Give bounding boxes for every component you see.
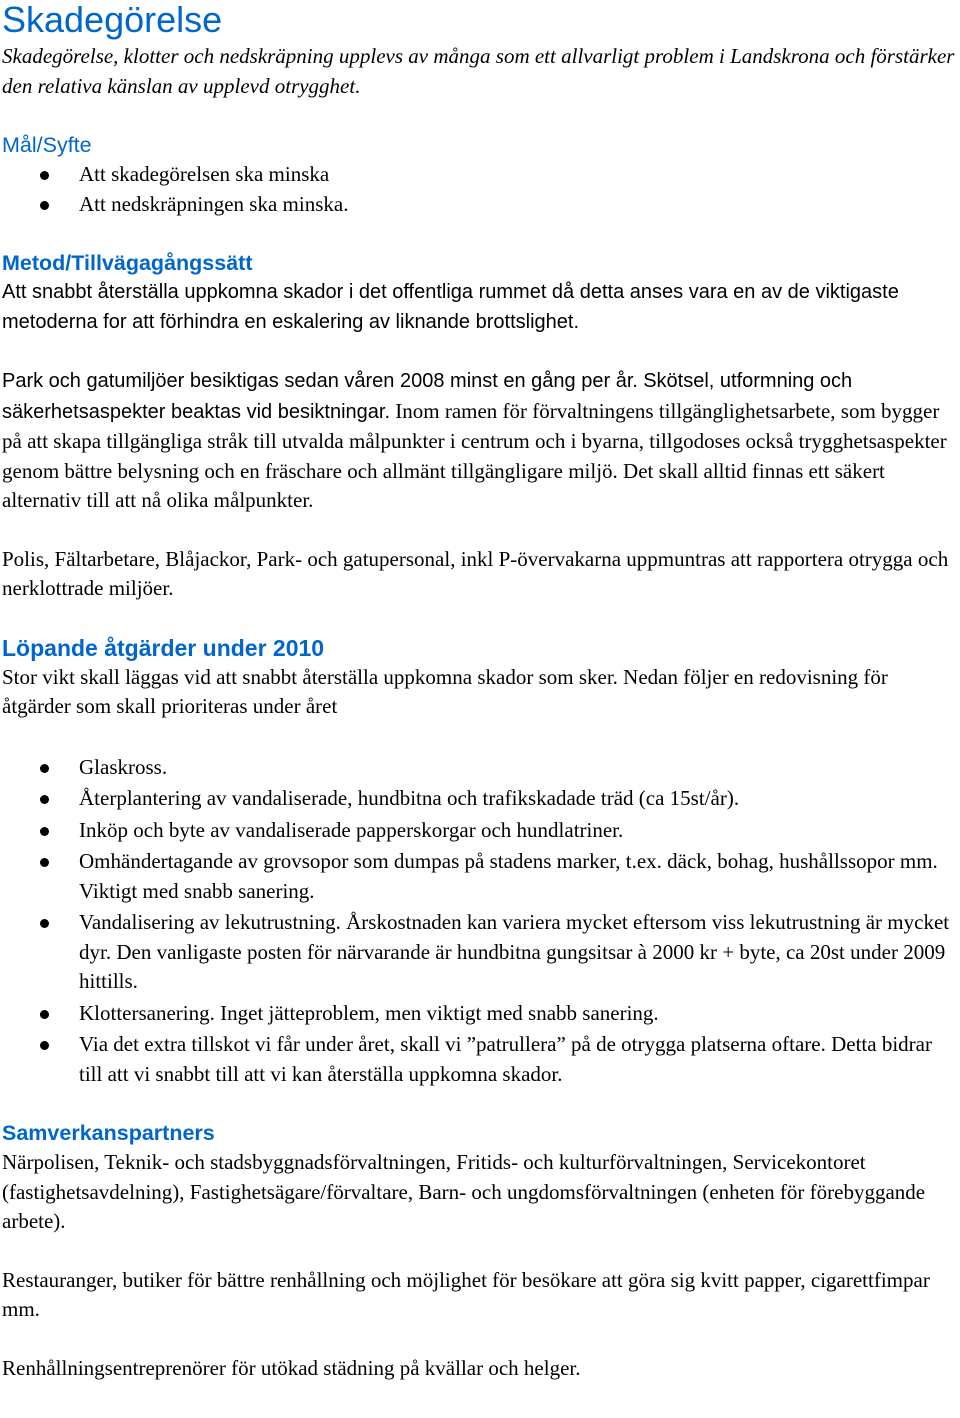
samverkan-paragraph-2: Restauranger, butiker för bättre renhållning och möjlighet för besökare att göra sig kvitt papper, cigarettfimpar mm. [2, 1267, 930, 1321]
lopande-list [2, 753, 958, 1090]
bullet-icon [40, 171, 49, 180]
bullet-icon [40, 795, 49, 804]
list-item: Att skadegörelsen ska minska [2, 160, 958, 190]
metod-paragraph-1: Att snabbt återställa uppkomna skador i det offentliga rummet då detta anses vara en av de viktigaste metoderna for att förhindra en eskalering av liknande brottslighet. [2, 281, 899, 333]
list-item: Via det extra tillskot vi får under året, skall vi ”patrullera” på de otrygga platserna oftare. Detta bidrar till att vi snabbt till att vi kan återställa uppkomna skador. [2, 1030, 958, 1089]
bullet-icon [40, 858, 49, 867]
list-item: Att nedskräpningen ska minska. [2, 190, 958, 220]
metod-paragraph-3: Polis, Fältarbetare, Blåjackor, Park- och gatupersonal, inkl P-övervakarna uppmuntras att rapportera otrygga och nerklottrade miljöer. [2, 546, 949, 600]
document-page [2, 0, 958, 1383]
list-item: Omhändertagande av grovsopor som dumpas på stadens marker, t.ex. däck, bohag, hushållssopor mm. Viktigt med snabb sanering. [2, 847, 958, 906]
section-heading-lopande: Löpande åtgärder under 2010 [2, 634, 325, 661]
intro-paragraph: Skadegörelse, klotter och nedskräpning upplevs av många som ett allvarligt problem i Landskrona och förstärker den relativa känslan av upplevd otrygghet. [2, 44, 955, 98]
bullet-icon [40, 1010, 49, 1019]
list-item: Glaskross. [2, 753, 958, 783]
bullet-icon [40, 764, 49, 773]
section-heading-samverkan: Samverkanspartners [2, 1121, 215, 1145]
samverkan-paragraph-1: Närpolisen, Teknik- och stadsbyggnadsförvaltningen, Fritids- och kulturförvaltningen, Servicekontoret (fastighetsavdelning), Fastighetsägare/förvaltare, Barn- och ungdomsförvaltningen (enheten för förebyggande arbete). [2, 1150, 926, 1233]
section-heading-metod: Metod/Tillvägagångssätt [2, 251, 253, 275]
bullet-icon [40, 201, 49, 210]
metod-paragraph-2: Park och gatumiljöer besiktigas sedan våren 2008 minst en gång per år. Skötsel, utformning och säkerhetsaspekter beaktas vid besiktningar. Inom ramen för förvaltningens tillgänglighetsarbete, som bygger på att skapa tillgängliga stråk till utvalda målpunkter i centrum och i byarna, tillgodoses också trygghetsaspekter genom bättre belysning och en fräschare och allmänt tillgängligare miljö. Det skall alltid finnas ett säkert alternativ till att nå olika målpunkter. [2, 370, 947, 512]
lopande-paragraph-1: Stor vikt skall läggas vid att snabbt återställa uppkomna skador som sker. Nedan följer en redovisning för åtgärder som skall prioriteras under året [2, 664, 888, 718]
list-item: Inköp och byte av vandaliserade papperskorgar och hundlatriner. [2, 816, 958, 846]
list-item: Återplantering av vandaliserade, hundbitna och trafikskadade träd (ca 15st/år). [2, 784, 958, 814]
list-item: Vandalisering av lekutrustning. Årskostnaden kan variera mycket eftersom viss lekutrustning är mycket dyr. Den vanligaste posten för närvarande är hundbitna gungsitsar à 2000 kr + byte, ca 20st under 2009 hittills. [2, 908, 958, 997]
page-title: Skadegörelse [2, 0, 223, 40]
mal-list [2, 160, 958, 219]
section-heading-mal: Mål/Syfte [2, 133, 92, 157]
samverkan-paragraph-3: Renhållningsentreprenörer för utökad städning på kvällar och helger. [2, 1355, 581, 1380]
list-item: Klottersanering. Inget jätteproblem, men viktigt med snabb sanering. [2, 999, 958, 1029]
bullet-icon [40, 919, 49, 928]
bullet-icon [40, 1041, 49, 1050]
bullet-icon [40, 827, 49, 836]
